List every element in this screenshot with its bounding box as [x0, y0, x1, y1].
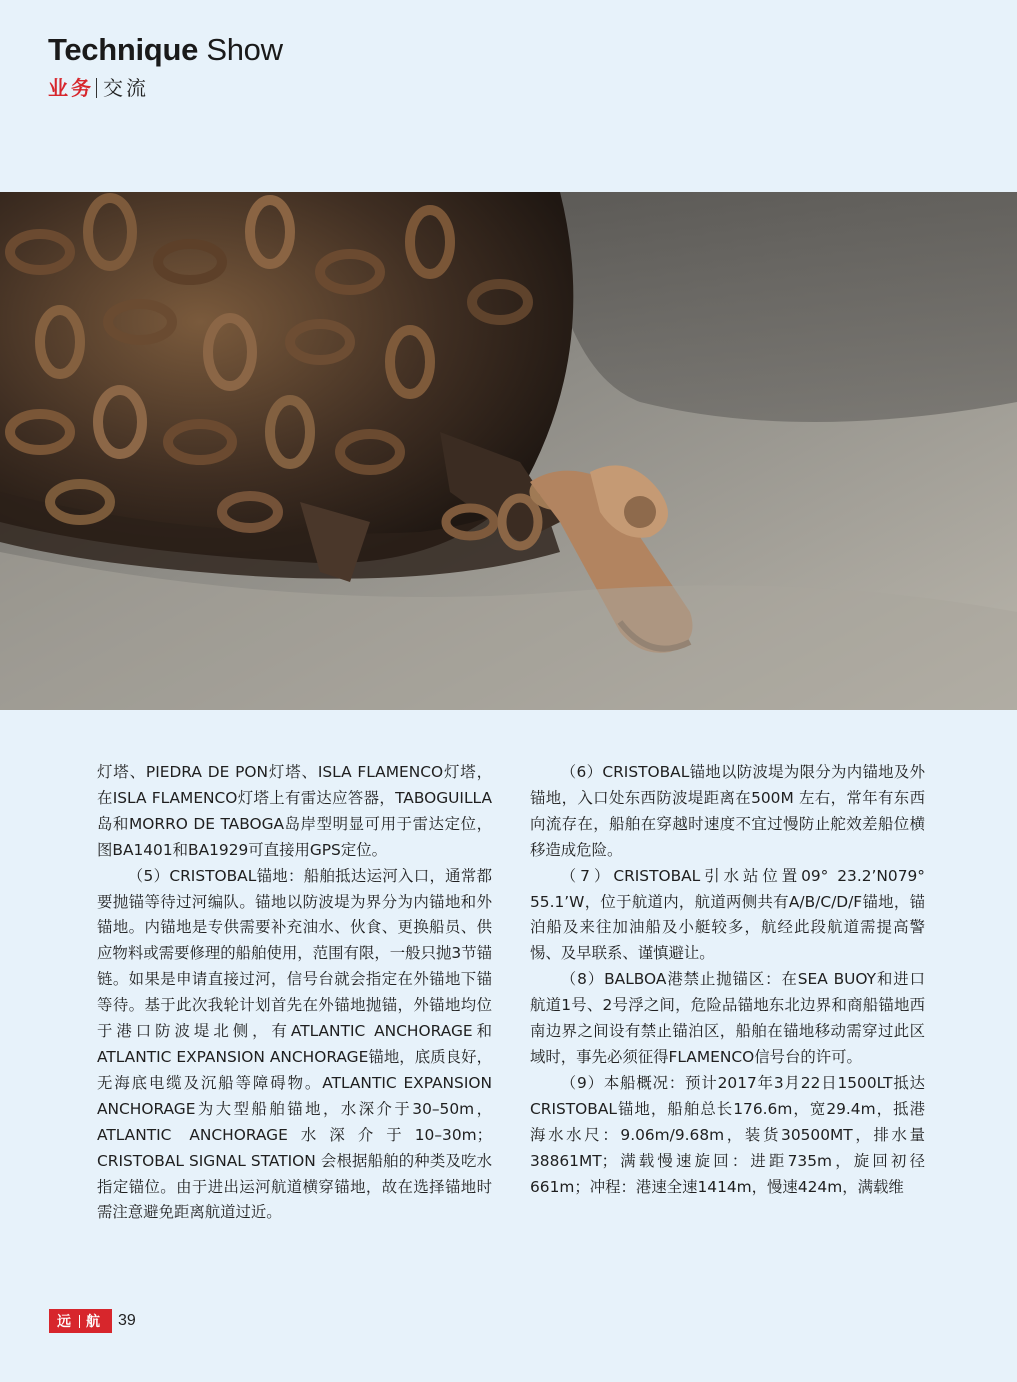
section-title-light: Show: [198, 32, 283, 67]
section-title: [48, 30, 283, 70]
magazine-badge: [49, 1309, 112, 1333]
page-number: 39: [118, 1312, 136, 1329]
section-subtitle: [48, 74, 283, 102]
paragraph-right-4: （9）本船概况：预计2017年3月22日1500LT抵达CRISTOBAL锚地，船舶总长176.6m，宽29.4m，抵港海水水尺：9.06m/9.68m，装货30500MT，排水量38861MT；满载慢速旋回：进距735m，旋回初径661m；冲程：港速全速1414m，慢速424m，满载维: [530, 1073, 925, 1196]
subtitle-divider: [96, 78, 97, 98]
section-subtitle-red: 业务: [48, 76, 94, 100]
badge-divider: [79, 1315, 80, 1328]
article-column-left: [97, 760, 492, 1226]
paragraph-right-2: （7）CRISTOBAL引水站位置09° 23.2’N079° 55.1’W，位于航道内，航道两侧共有A/B/C/D/F锚地，锚泊船及来往加油船及小艇较多，航经此段航道需提高警惕、及早联系、谨慎避让。: [530, 866, 925, 963]
magazine-badge-char-1: 远: [57, 1314, 73, 1330]
magazine-badge-char-2: 航: [86, 1314, 102, 1330]
section-subtitle-dark: 交流: [103, 76, 149, 100]
paragraph-left-2: （5）CRISTOBAL锚地：船舶抵达运河入口，通常都要抛锚等待过河编队。锚地以防波堤为界分为内锚地和外锚地。内锚地是专供需要补充油水、伙食、更换船员、供应物料或需要修理的船舶使用，范围有限，一般只抛3节锚链。如果是申请直接过河，信号台就会指定在外锚地下锚等待。基于此次我轮计划首先在外锚地抛锚，外锚地均位于港口防波堤北侧，有ATLANTIC ANCHORAGE和ATLANTIC EXPANSION ANCHORAGE锚地，底质良好，无海底电缆及沉船等障碍物。ATLANTIC EXPANSION ANCHORAGE为大型船舶锚地，水深介于30–50m，ATLANTIC ANCHORAGE水深介于10–30m；CRISTOBAL SIGNAL STATION 会根据船舶的种类及吃水指定锚位。由于进出运河航道横穿锚地，故在选择锚地时需注意避免距离航道过近。: [97, 866, 492, 1222]
rusty-anchor-chain-photo-icon: [0, 192, 1017, 710]
page-header: [48, 30, 283, 102]
section-title-bold: Technique: [48, 32, 199, 67]
paragraph-right-3: （8）BALBOA港禁止抛锚区：在SEA BUOY和进口航道1号、2号浮之间，危险品锚地东北边界和商船锚地西南边界之间设有禁止锚泊区，船舶在锚地移动需穿过此区域时，事先必须征得FLAMENCO信号台的许可。: [530, 970, 925, 1066]
article-column-right: [530, 760, 925, 1200]
anchor-chain-photo: [0, 192, 1017, 710]
paragraph-right-1: （6）CRISTOBAL锚地以防波堤为限分为内锚地及外锚地，入口处东西防波堤距离在500M 左右，常年有东西向流存在，船舶在穿越时速度不宜过慢防止舵效差船位横移造成危险。: [530, 763, 925, 859]
paragraph-left-1: 灯塔、PIEDRA DE PON灯塔、ISLA FLAMENCO灯塔，在ISLA FLAMENCO灯塔上有雷达应答器，TABOGUILLA岛和MORRO DE TABOGA岛岸型明显可用于雷达定位，图BA1401和BA1929可直接用GPS定位。: [97, 763, 492, 859]
page-footer: [49, 1309, 136, 1333]
